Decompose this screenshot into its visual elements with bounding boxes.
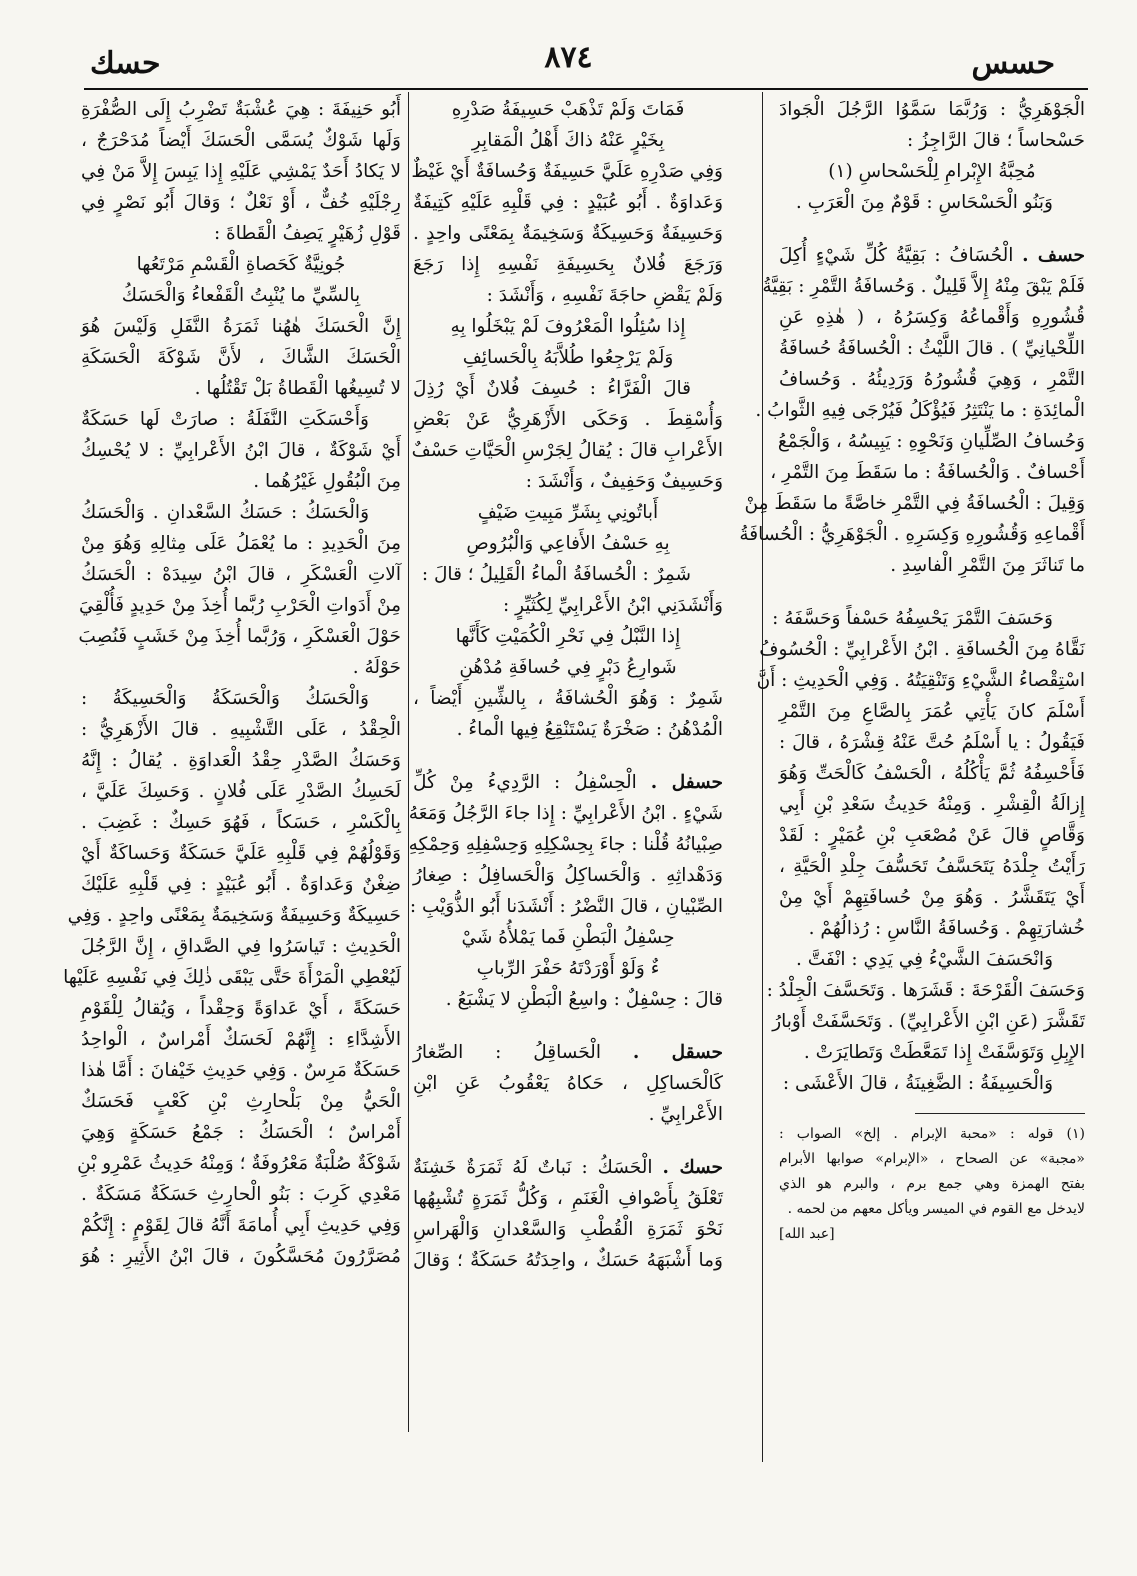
text-line: خُشارَتِهِمْ . وَحُسافَةُ النَّاسِ : رُذالُهُمْ . bbox=[808, 918, 1085, 939]
text-line: فَلَمْ يَبْقَ مِنْهُ إِلاَّ قَلِيلٌ . وَحُسافَةُ التَّمْرِ : بَقِيَّةُ bbox=[762, 276, 1085, 297]
text-line: مُصَرَّرُونَ مُحَسَّكُونَ ، قالَ ابْنُ الأَثِيرِ : هُوَ bbox=[81, 1246, 401, 1267]
text-line: الأَعْرابِ قالَ : يُقالُ لِجَرْسِ الْحَيَّاتِ حَسْفٌ bbox=[411, 440, 723, 461]
page-number: ٨٧٤ bbox=[544, 40, 593, 75]
text-line: فَيَقُولُ : يا أَسْلَمُ حُتَّ عَنْهُ قِشْرَهُ ، قالَ : bbox=[779, 732, 1085, 753]
text-line: أَسْلَمَ كانَ يَأْتِي عُمَرَ بِالصَّاعِ مِنَ التَّمْرِ bbox=[779, 701, 1085, 722]
text-line: وَلَمْ يَقْضِ حاجَةَ نَفْسِهِ ، وَأَنْشَدَ : bbox=[486, 285, 723, 306]
text-line: ضِغْنٌ وَعَداوَةٌ . أَبُو عُبَيْدٍ : فِي قَلْبِهِ عَلَيْكَ bbox=[81, 874, 401, 895]
text-line: وَقَوْلُهُمْ فِي قَلْبِهِ عَلَيَّ حَسَكَةٌ وَحَساكَةٌ أَيْ bbox=[81, 843, 401, 864]
header-root-left: حسك bbox=[90, 46, 161, 81]
text-line: أَقْماعِهِ وَقُشُورِهِ وَكِسَرِهِ . الْجَوْهَرِيُّ : الْحُسافَةُ bbox=[739, 524, 1085, 545]
text-line: ما تَناثَرَ مِنَ التَّمْرِ الْفاسِدِ . bbox=[890, 555, 1085, 576]
verse-line: إِذا النَّبْلُ فِي نَحْرِ الْكُمَيْتِ كَأَنَّها bbox=[455, 626, 681, 647]
verse-line: ءٌ وَلَوْ أَوْرَدْتَهُ حَفْرَ الرِّبابِ bbox=[476, 958, 660, 979]
column-right bbox=[739, 94, 1085, 1464]
text-line: أَبُو حَنِيفَةَ : هِيَ عُشْبَةٌ تَضْرِبُ إِلَى الصُّفْرَةِ bbox=[81, 99, 401, 120]
text-line: الْحَساقِلُ : الصِّغارُ bbox=[413, 1042, 601, 1063]
verse-line: وَلَمْ يَرْجِعُوا طُلاَّبَهُ بِالْحَسائِفِ bbox=[462, 347, 674, 368]
text-line: الْحِقْدُ ، عَلَى التَّشْبِيهِ . قالَ الأَزْهَرِيُّ : bbox=[81, 719, 401, 740]
text-line: وَأَحْسَكَتِ النَّفَلَةُ : صارَتْ لَها حَسَكَةٌ bbox=[81, 409, 369, 430]
text-line: حَسْحاساً ؛ قالَ الرَّاجِزُ : bbox=[907, 130, 1085, 151]
entry-headword: حسف . bbox=[1022, 245, 1085, 266]
text-line: كَالْحَساكِلِ ، حَكاهُ يَعْقُوبُ عَنِ ابْنِ bbox=[413, 1073, 723, 1094]
verse-line: شَوارِعُ دَبْرٍ فِي حُسافَةِ مُدْهُنِ bbox=[459, 657, 677, 678]
footnote-line: (١) قوله : «محبة الإبرام . إلخ» الصواب : bbox=[779, 1126, 1085, 1142]
verse-line: بِهِ حَسْفُ الأَفاعِي وَالْبُرُوصِ bbox=[466, 533, 670, 554]
verse-line: حِسْفِلُ الْبَطْنِ فَما يَمْلأُهُ شَيْ bbox=[461, 927, 675, 948]
footnote-signature: [عبد الله] bbox=[779, 1226, 835, 1242]
column-divider bbox=[408, 92, 409, 1432]
text-line: لَيُعْطِي الْمَرْأَةَ حَتَّى يَبْقَى ذٰلِكَ فِي نَفْسِهِ عَلَيْها bbox=[63, 967, 401, 988]
text-line: حَسَكَةٌ مَرِسٌ . وَفِي حَدِيثِ خَيْفانَ : أَمَّا هٰذا bbox=[81, 1060, 401, 1081]
text-line: الْحَسَكُ : نَباتٌ لَهُ ثَمَرَةٌ خَشِنَةٌ bbox=[413, 1157, 653, 1178]
footnote-rule bbox=[915, 1113, 1085, 1114]
text-line: وَالْحَسَكُ : حَسَكُ السَّعْدانِ . وَالْحَسَكُ bbox=[81, 502, 369, 523]
header-rule bbox=[84, 88, 1088, 90]
text-line: وَعَداوَةٌ . أَبُو عُبَيْدٍ : فِي قَلْبِهِ عَلَيْهِ كَتِيفَةٌ bbox=[413, 192, 723, 213]
text-line: الْحُسَافُ : بَقِيَّةُ كُلِّ شَيْءٍ أُكِلَ bbox=[779, 245, 1014, 266]
entry-headword: حسقل . bbox=[632, 1042, 723, 1063]
text-line: رَأَيْتُ جِلْدَهُ يَتَحَسَّفُ تَحَسُّفَ جِلْدِ الْحَيَّةِ ، bbox=[779, 856, 1085, 877]
text-line: الأَشِدَّاءِ : إِنَّهُمْ لَحَسَكٌ أَمْراسٌ ، الْواحِدُ bbox=[81, 1029, 401, 1050]
text-line: أَيْ يَتَقَشَّرُ . وَهُوَ مِنْ حُسافَتِهِمْ أَيْ مِنْ bbox=[779, 887, 1085, 908]
text-line: وَحُسافُ الصِّلِّيانِ وَنَحْوِهِ : يَبِيسُهُ ، وَالْجَمْعُ bbox=[777, 431, 1085, 452]
text-line: بِالْكَسْرِ ، حَسَكاً ، فَهُوَ حَسِكٌ : غَضِبَ . bbox=[81, 812, 401, 833]
text-line: وَفِي حَدِيثِ أَبِي أُمامَةَ أَنَّهُ قالَ لِقَوْمٍ : إِنَّكُمْ bbox=[81, 1215, 401, 1236]
verse-line: بِخَيْرٍ عَنْهُ ذاكَ أَهْلُ الْمَقابِرِ bbox=[471, 130, 665, 151]
text-line: شَوْكَةٌ صُلْبَةٌ مَعْرُوفَةٌ ؛ وَمِنْهُ حَدِيثُ عَمْرِو بْنِ bbox=[77, 1153, 401, 1174]
entry-first-line bbox=[413, 1037, 723, 1068]
text-line: الْجَوْهَرِيُّ : وَرُبَّمَا سَمَّوُا الرَّجُلَ الْجَوادَ bbox=[779, 99, 1085, 120]
text-line: مِنْ أَدَواتِ الْحَرْبِ رُبَّما أُخِذَ مِنْ حَدِيدٍ فَأُلْقِيَ bbox=[79, 595, 401, 616]
column-left bbox=[63, 94, 401, 1464]
text-line: نَقَّاهُ مِنَ الْحُسافَةِ . ابْنُ الأَعْرابِيِّ : الْحُسُوفُ bbox=[759, 639, 1085, 660]
text-line: قالَ الْفَرَّاءُ : حُسِفَ فُلانٌ أَيْ رُذِلَ bbox=[413, 378, 691, 399]
text-line: فَأَحْسِفُهُ ثُمَّ يَأْكُلُهُ ، الْحَسْفُ كَالْحَتِّ وَهُوَ bbox=[779, 763, 1085, 784]
text-line: وَأُسْقِطَ . وَحَكَى الأَزْهَرِيُّ عَنْ بَعْضِ bbox=[413, 409, 723, 430]
footnote-line: لايدخل مع القوم في الميسر ويأكل معهم من لحمه . bbox=[787, 1201, 1085, 1217]
text-line: وَما أَشْبَهَهُ حَسَكٌ ، واحِدَتُهُ حَسَكَةٌ ؛ وَقالَ bbox=[413, 1250, 723, 1271]
text-line: وَفِي صَدْرِهِ عَلَيَّ حَسِيفَةٌ وَحُسافَةٌ أَيْ غَيْظٌ bbox=[411, 161, 723, 182]
text-line: وَقَّاصٍ قالَ عَنْ مُصْعَبِ بْنِ عُمَيْرٍ : لَقَدْ bbox=[779, 825, 1085, 846]
verse-line: إِذا سُئِلُوا الْمَعْرُوفَ لَمْ يَبْخَلُوا بِهِ bbox=[450, 316, 686, 337]
text-line: مِنَ الْبُقُولِ غَيْرُهُما . bbox=[253, 471, 401, 492]
text-line: وَالْحَسِيفَةُ : الضَّغِينَةُ ، قالَ الأَعْشَى : bbox=[782, 1073, 1053, 1094]
text-line: الأَعْرابِيِّ . bbox=[648, 1104, 723, 1125]
text-line: وَانْحَسَفَ الشَّيْءُ فِي يَدِي : انْفَتَّ . bbox=[795, 949, 1053, 970]
text-line: الْمائِدَةِ : ما يَنْتَثِرُ فَيُؤْكَلُ فَيُرْجَى فِيهِ الثَّوابُ . bbox=[755, 400, 1085, 421]
text-line: قَوْلِ زُهَيْرٍ يَصِفُ الْقَطاةَ : bbox=[213, 223, 401, 244]
text-line: مِنَ الْحَدِيدِ : ما يُعْمَلُ عَلَى مِثالِهِ وَهُوَ مِنْ bbox=[81, 533, 401, 554]
verse-line: مُحِبَّةُ الإِبْرامِ لِلْحَسْحاسِ (١) bbox=[828, 161, 1036, 182]
text-line: وَحَسَفَ التَّمْرَ يَحْسِفُهُ حَسْفاً وَحَسَّفَهُ : bbox=[772, 608, 1053, 629]
text-line: أَحْسافٌ . وَالْحُسافَةُ : ما سَقَطَ مِنَ التَّمْرِ ، bbox=[770, 462, 1085, 483]
text-line: آلاتِ الْعَسْكَرِ ، قالَ ابْنُ سِيدَهْ : الْحَسَكُ bbox=[81, 564, 401, 585]
footnote-line: بفتح الهمزة وهي جمع برم ، والبرم هو الذي bbox=[779, 1176, 1085, 1192]
text-line: تَقَشَّرَ (عَنِ ابْنِ الأَعْرابِيِّ) . وَتَحَسَّفَتْ أَوْبارُ bbox=[772, 1011, 1085, 1032]
text-line: لا يَكادُ أَحَدٌ يَمْشِي عَلَيْهِ إِذا يَبِسَ إِلاَّ مَنْ فِي bbox=[81, 161, 401, 182]
footnote-line: «مجبة» عن الصحاح ، «الإبرام» صوابها الأبرام bbox=[779, 1151, 1085, 1167]
entry-headword: حسفل . bbox=[650, 772, 723, 793]
text-line: قُشُورِهِ وَأَقْماعُهُ وَكِسَرُهُ ، ( هٰذِهِ عَنِ bbox=[779, 307, 1085, 328]
verse-line: جُونِيَّةٌ كَحَصاةِ الْقَسْمِ مَرْتَعُها bbox=[136, 254, 346, 275]
entry-first-line bbox=[779, 240, 1085, 271]
text-line: وَأَنْشَدَنِي ابْنُ الأَعْرابِيِّ لِكُثَيِّرٍ : bbox=[502, 595, 723, 616]
text-line: وَبَنُو الْحَسْحَاسِ : قَوْمٌ مِنَ الْعَرَبِ . bbox=[795, 192, 1053, 213]
text-line: الإِبِلِ وَتَوَسَّفَتْ إِذا تَمَعَّطَتْ وَتَطايَرَتْ . bbox=[803, 1042, 1085, 1063]
text-line: وَحَسَفَ الْقَرْحَةَ : قَشَرَها . وَتَحَسَّفَ الْجِلْدُ : bbox=[766, 980, 1085, 1001]
text-line: الْحَدِيثِ : تَياسَرُوا فِي الصَّداقِ ، إِنَّ الرَّجُلَ bbox=[81, 936, 401, 957]
text-line: اسْتِقْصاءُ الشَّيْءِ وَتَنْقِيَتُهُ . وَفِي الْحَدِيثِ : أَنَّ bbox=[756, 670, 1085, 691]
header-root-right: حسس bbox=[971, 46, 1055, 81]
text-line: أَمْراسٌ ؛ الْحَسَكُ : جَمْعُ حَسَكَةٍ وَهِيَ bbox=[81, 1122, 401, 1143]
entry-first-line bbox=[413, 1152, 723, 1183]
text-line: وَالْحَسَكُ وَالْحَسَكَةُ وَالْحَسِيكَةُ : bbox=[81, 688, 369, 709]
text-line: شَمِرٌ : الْحُسافَةُ الْماءُ الْقَلِيلُ ؛ قالَ : bbox=[421, 564, 691, 585]
text-line: لا تُسِيغُها الْقَطاةُ بَلْ تَقْتُلُها . bbox=[194, 378, 401, 399]
verse-line: بِالسِّيِّ ما يُنْبِتُ الْقَفْعاءُ وَالْحَسَكُ bbox=[121, 285, 361, 306]
text-line: إِزالَةُ الْقِشْرِ . وَمِنْهُ حَدِيثُ سَعْدِ بْنِ أَبِي bbox=[779, 794, 1085, 815]
text-line: وَقِيلَ : الْحُسافَةُ فِي التَّمْرِ خاصَّةً ما سَقَطَ مِنْ bbox=[744, 493, 1085, 514]
verse-line: فَمَاتَ وَلَمْ تَذْهَبْ حَسِيفَةُ صَدْرِهِ bbox=[451, 99, 685, 120]
text-line: صِبْيانُهُ قُلْنا : جاءَ بِحِسْكِلِهِ وَحِسْفِلِهِ وَحِمْكِهِ bbox=[408, 834, 723, 855]
text-line: وَرَجَعَ فُلانٌ بِحَسِيفَةِ نَفْسِهِ إِذا رَجَعَ bbox=[413, 254, 723, 275]
text-line: حَسِيكَةٌ وَحَسِيفَةٌ وَسَخِيمَةٌ بِمَعْنًى واحِدٍ . وَفِي bbox=[67, 905, 401, 926]
text-line: تَعْلَقُ بِأَصْوافِ الْغَنَمِ ، وَكُلُّ ثَمَرَةٍ تُشْبِهُها bbox=[413, 1188, 723, 1209]
text-line: الْمُدْهُنُ : صَخْرَةٌ يَسْتَنْقِعُ فِيها الْماءُ . bbox=[456, 719, 723, 740]
text-line: الْحَسَكَ الشَّاكَ ، لأَنَّ شَوْكَةَ الْحَسَكَةِ bbox=[81, 347, 401, 368]
text-line: وَحَسِيفٌ وَحَفِيفٌ ، وَأَنْشَدَ : bbox=[525, 471, 723, 492]
text-line: وَحَسِيفَةٌ وَحَسِيكَةٌ وَسَخِيمَةٌ بِمَعْنًى واحِدٍ . bbox=[413, 223, 723, 244]
text-line: وَلَها شَوْكٌ يُسَمَّى الْحَسَكَ أَيْضاً مُدَحْرَجٌ ، bbox=[81, 130, 401, 151]
text-line: نَحْوَ ثَمَرَةِ الْقُطْبِ وَالسَّعْدانِ وَالْهَراسِ bbox=[413, 1219, 723, 1240]
text-line: إِنَّ الْحَسَكَ هٰهُنا ثَمَرَةُ النَّفَلِ وَلَيْسَ هُوَ bbox=[81, 316, 401, 337]
text-line: الصِّبْيانِ ، قالَ النَّضْرُ : أَنْشَدَنا أَبُو الذُّوَيْبِ : bbox=[409, 896, 723, 917]
entry-headword: حسك . bbox=[662, 1157, 723, 1178]
text-line: شَمِرٌ : وَهُوَ الْحُشافَةُ ، بِالشِّينِ أَيْضاً ، bbox=[413, 688, 723, 709]
column-middle bbox=[408, 94, 723, 1464]
text-line: رِجْلَيْهِ خُفٌّ ، أَوْ نَعْلٌ ؛ وَقالَ أَبُو نَصْرٍ فِي bbox=[81, 192, 401, 213]
text-line: حَسَكَةً ، أَيْ عَداوَةً وَحِقْداً ، وَيُقالُ لِلْقَوْمِ bbox=[81, 998, 401, 1019]
text-line: الْحَيُّ مِنْ بَلْحارِثِ بْنِ كَعْبٍ فَحَسَكٌ bbox=[81, 1091, 401, 1112]
text-line: حَوْلَ الْعَسْكَرِ ، وَرُبَّما أُخِذَ مِنْ خَشَبٍ فَنُصِبَ bbox=[78, 626, 401, 647]
text-line: وَدَهْداثِهِ . وَالْحَساكِلُ وَالْحَسافِلُ : صِغارُ bbox=[413, 865, 723, 886]
text-line: لَحَسِكُ الصَّدْرِ عَلَى فُلانٍ . وَحَسِكَ عَلَيَّ ، bbox=[81, 781, 401, 802]
verse-line: أَباتُونِي بِشَرِّ مَبِيتِ ضَيْفٍ bbox=[477, 502, 659, 523]
text-line: وَحَسَكُ الصَّدْرِ حِقْدُ الْعَداوَةِ . يُقالُ : إِنَّهُ bbox=[81, 750, 401, 771]
text-line: حَوْلَهُ . bbox=[352, 657, 401, 678]
text-line: التَّمْرِ ، وَهِيَ قُشُورُهُ وَرَدِيئُهُ . وَحُسافُ bbox=[779, 369, 1085, 390]
text-line: الْحِسْفِلُ : الرَّدِيءُ مِنْ كُلِّ bbox=[413, 772, 637, 793]
entry-first-line bbox=[413, 767, 723, 798]
text-line: أَيْ شَوْكَةٌ ، قالَ ابْنُ الأَعْرابِيِّ : لا يُحْسِكُ bbox=[81, 440, 401, 461]
text-line: قالَ : حِسْفِلٌ : واسِعُ الْبَطْنِ لا يَشْبَعُ . bbox=[445, 989, 723, 1010]
text-line: مَعْدِي كَرِبَ : بَنُو الْحارِثِ حَسَكَةٌ مَسَكَةٌ . bbox=[81, 1184, 401, 1205]
text-line: شَيْءٍ . ابْنُ الأَعْرابِيِّ : إِذا جاءَ الرَّجُلُ وَمَعَهُ bbox=[408, 803, 723, 824]
text-line: اللِّحْيانِيِّ ) . قالَ اللَّيْثُ : الْحُسافَةُ حُسافَةُ bbox=[779, 338, 1085, 359]
